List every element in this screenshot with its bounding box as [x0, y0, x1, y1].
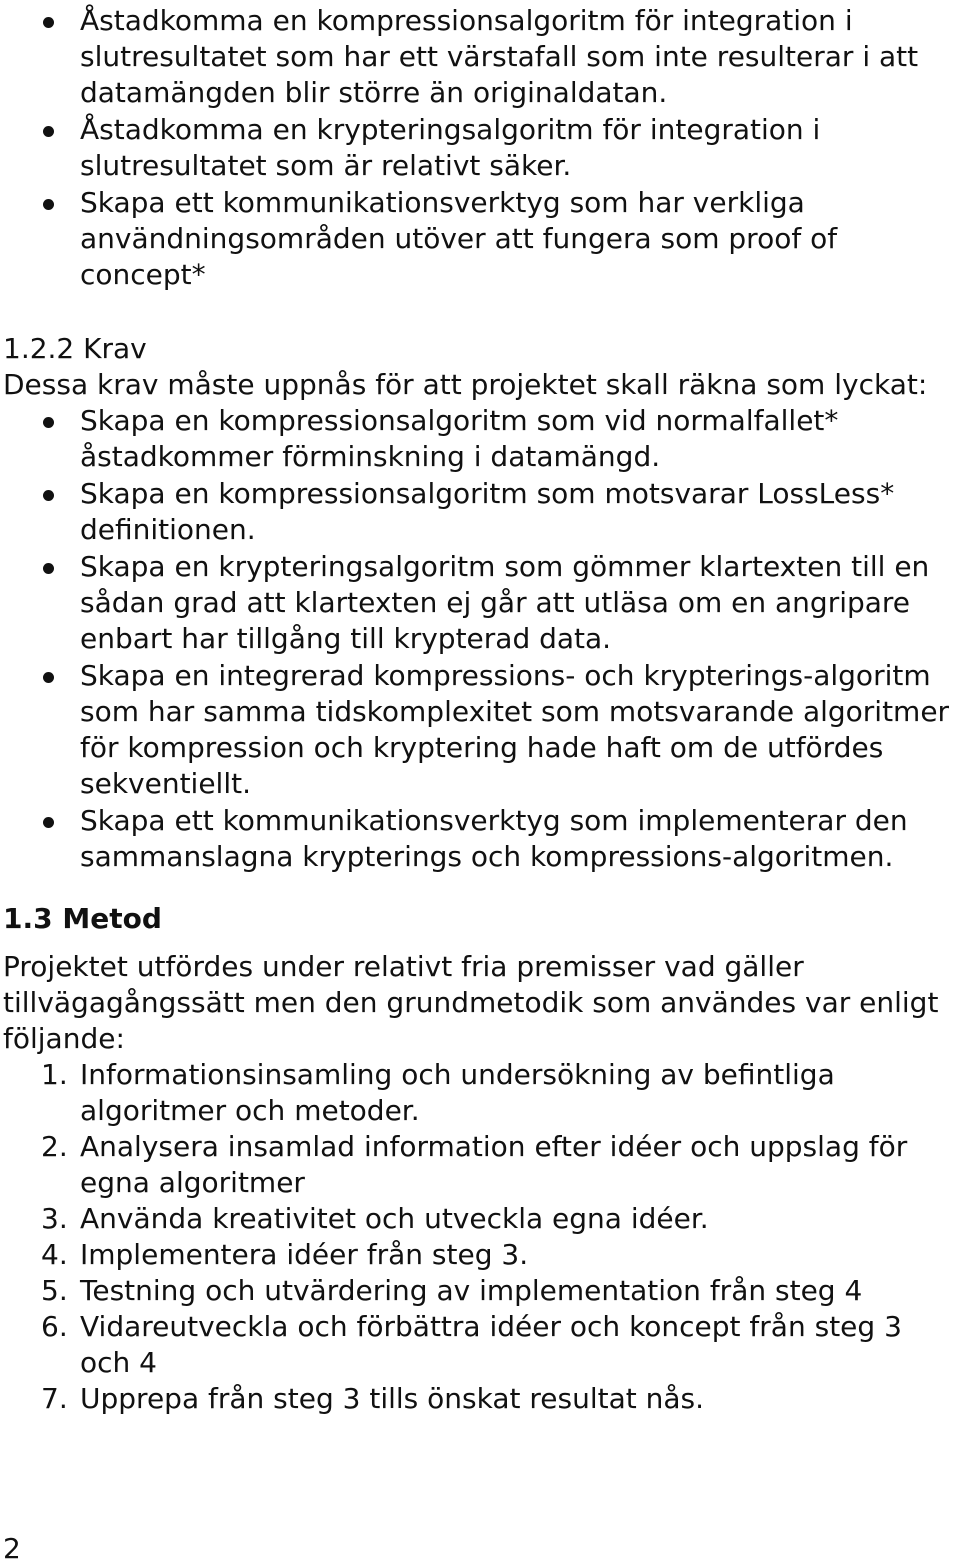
step-item	[3, 1057, 958, 1129]
step-text: Upprepa från steg 3 tills önskat resultat nås.	[80, 1382, 705, 1415]
step-text: Implementera idéer från steg 3.	[80, 1238, 529, 1271]
list-item: Skapa ett kommunikationsverktyg som implementerar den sammanslagna krypterings och kompressions-algoritmen.	[3, 803, 958, 875]
document-page	[3, 3, 958, 1417]
list-item: Skapa ett kommunikationsverktyg som har verkliga användningsområden utöver att fungera som proof of concept*	[3, 185, 958, 293]
list-item: Skapa en krypteringsalgoritm som gömmer klartexten till en sådan grad att klartexten ej går att utläsa om en angripare enbart har tillgång till krypterad data.	[3, 549, 958, 657]
list-item: Skapa en integrerad kompressions- och krypterings-algoritm som har samma tidskomplexitet som motsvarande algoritmer för kompression och kryptering hade haft om de utfördes sekventiellt.	[3, 658, 958, 802]
step-number: 2.	[41, 1130, 68, 1163]
step-item	[3, 1309, 958, 1381]
step-number: 7.	[41, 1382, 68, 1415]
step-item	[3, 1381, 958, 1417]
krav-intro-paragraph: Dessa krav måste uppnås för att projektet skall räkna som lyckat:	[3, 368, 928, 401]
list-item: Åstadkomma en kompressionsalgoritm för integration i slutresultatet som har ett värstafall som inte resulterar i att datamängden blir större än originaldatan.	[3, 3, 958, 111]
section-heading-krav: 1.2.2 Krav	[3, 332, 147, 365]
metod-intro-paragraph: Projektet utfördes under relativt fria premisser vad gäller tillvägagångssätt men den grundmetodik som användes var enligt följande:	[3, 950, 939, 1055]
step-number: 4.	[41, 1238, 68, 1271]
step-text: Använda kreativitet och utveckla egna idéer.	[80, 1202, 709, 1235]
step-item	[3, 1237, 958, 1273]
list-item: Skapa en kompressionsalgoritm som motsvarar LossLess* definitionen.	[3, 476, 958, 548]
step-item	[3, 1129, 958, 1201]
step-number: 6.	[41, 1310, 68, 1343]
step-item	[3, 1201, 958, 1237]
step-text: Vidareutveckla och förbättra idéer och koncept från steg 3 och 4	[80, 1310, 902, 1379]
step-text: Informationsinsamling och undersökning av befintliga algoritmer och metoder.	[80, 1058, 835, 1127]
step-text: Testning och utvärdering av implementation från steg 4	[80, 1274, 863, 1307]
step-number: 3.	[41, 1202, 68, 1235]
metod-step-list	[3, 1057, 958, 1417]
list-item: Skapa en kompressionsalgoritm som vid normalfallet* åstadkommer förminskning i datamängd.	[3, 403, 958, 475]
step-text: Analysera insamlad information efter idéer och uppslag för egna algoritmer	[80, 1130, 908, 1199]
step-number: 1.	[41, 1058, 68, 1091]
list-item: Åstadkomma en krypteringsalgoritm för integration i slutresultatet som är relativt säker.	[3, 112, 958, 184]
krav-bullet-list	[3, 403, 958, 875]
step-item	[3, 1273, 958, 1309]
intro-bullet-list	[3, 3, 958, 293]
section-heading-metod: 1.3 Metod	[3, 902, 162, 935]
step-number: 5.	[41, 1274, 68, 1307]
page-number: 2	[3, 1532, 21, 1565]
